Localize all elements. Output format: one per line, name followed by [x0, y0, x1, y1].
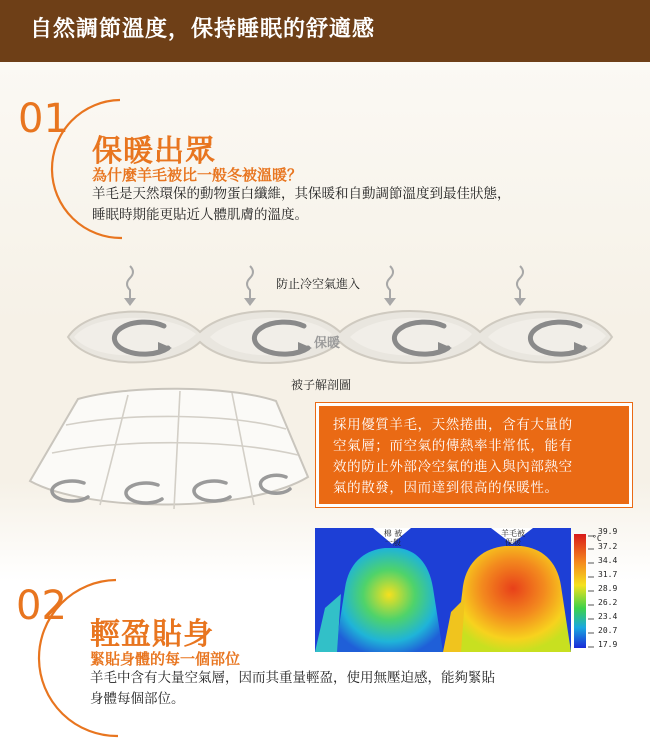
- scale-tick: 39.9: [598, 527, 618, 536]
- scale-tick: 26.2: [598, 598, 618, 607]
- section-1-number: 01: [18, 96, 69, 142]
- title-banner: [0, 0, 650, 62]
- cotton-label-1: 棉 被: [383, 529, 403, 538]
- scale-tick: 20.7: [598, 626, 618, 635]
- wool-label-1: 羊毛被: [501, 529, 525, 538]
- section-2-heading: 輕盈貼身: [90, 617, 214, 652]
- wool-info-line: 採用優質羊毛，天然捲曲，含有大量的: [333, 417, 573, 433]
- scale-tick: 34.4: [598, 556, 618, 565]
- scale-tick: 31.7: [598, 570, 618, 579]
- wool-info-text: [333, 415, 623, 499]
- cold-air-label: 防止冷空氣進入: [276, 277, 361, 291]
- section-1-body-line: 羊毛是天然環保的動物蛋白纖維，其保暖和自動調節溫度到最佳狀態，: [92, 186, 511, 202]
- diagram-caption: 被子解剖圖: [291, 378, 352, 392]
- scale-tick: 23.4: [598, 612, 618, 621]
- section-1-heading: 保暖出眾: [92, 134, 216, 169]
- temperature-scale: [572, 528, 624, 652]
- quilt-illustration: [18, 385, 323, 525]
- wool-label-2: 保暖: [505, 538, 521, 547]
- section-1-body-line: 睡眠時期能更貼近人體肌膚的溫度。: [92, 207, 308, 223]
- scale-tick: 28.9: [598, 584, 618, 593]
- thermal-comparison-image: [315, 528, 571, 652]
- warm-label: 保暖: [314, 336, 341, 351]
- wool-info-line: 氣的散發，因而達到很高的保暖性。: [333, 480, 559, 496]
- section-2-subheading: 緊貼身體的每一個部位: [90, 650, 241, 668]
- cotton-label-2: 一般: [385, 538, 401, 547]
- section-1-body: [92, 184, 632, 226]
- scale-unit: °C: [592, 534, 602, 543]
- scale-tick: 17.9: [598, 640, 618, 649]
- section-1-subheading: 為什麼羊毛被比一般冬被溫暖？: [92, 166, 303, 184]
- banner-title: 自然調節溫度，保持睡眠的舒適感: [30, 16, 376, 42]
- section-2-body: [90, 668, 635, 710]
- section-2-body-line: 羊毛中含有大量空氣層，因而其重量輕盈，使用無壓迫感，能夠緊貼: [90, 670, 495, 686]
- wool-info-box: [316, 403, 632, 507]
- section-2-body-line: 身體每個部位。: [90, 691, 185, 707]
- wool-info-line: 空氣層；而空氣的傳熱率非常低，能有: [333, 438, 573, 454]
- section-2-number: 02: [16, 583, 67, 629]
- scale-tick: 37.2: [598, 542, 618, 551]
- wool-info-line: 效的防止外部冷空氣的進入與內部熱空: [333, 459, 573, 475]
